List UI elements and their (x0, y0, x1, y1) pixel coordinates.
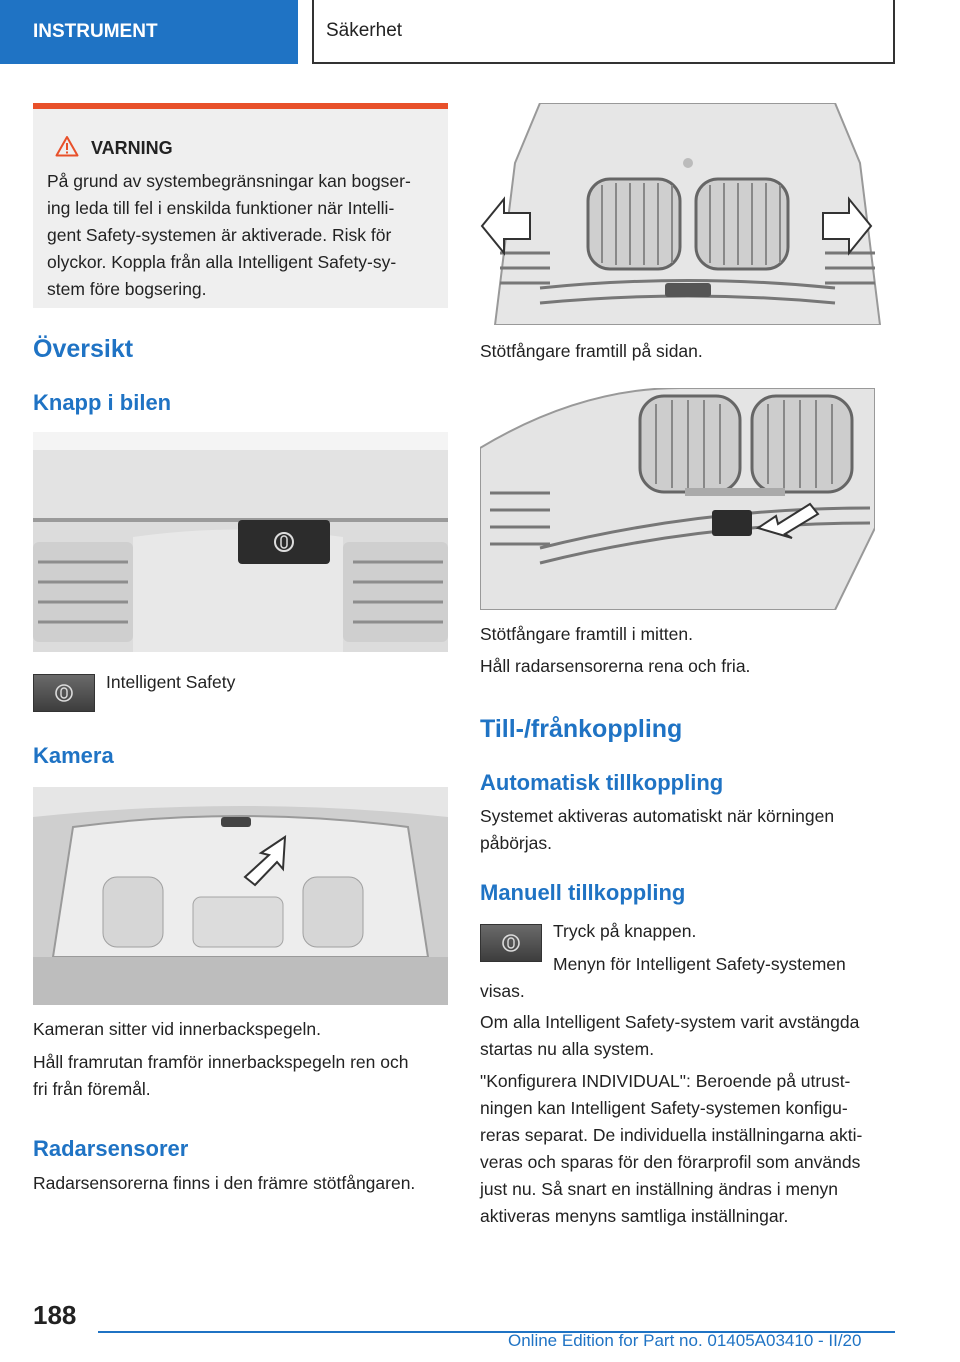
bumper-middle-image (480, 388, 875, 610)
footer-edition: Online Edition for Part no. 01405A03410 - II/20 (508, 1331, 862, 1350)
all-off-text (480, 1009, 859, 1063)
radar-heading: Radarsensorer (33, 1136, 189, 1161)
caption-side: Stötfångare framtill på sidan. (480, 341, 703, 361)
configure-text (480, 1068, 862, 1230)
auto-text-2: påbörjas. (480, 833, 552, 853)
radar-text: Radarsensorerna finns i den främre stötfångaren. (33, 1173, 416, 1193)
menu-text-2: visas. (480, 981, 525, 1001)
chapter-title: Säkerhet (326, 20, 403, 41)
auto-text-1: Systemet aktiveras automatiskt när körningen (480, 806, 835, 826)
text-line: veras och sparas för den förarprofil som används (480, 1152, 861, 1172)
text-line: ningen kan Intelligent Safety-systemen konfigu- (480, 1098, 848, 1118)
camera-heading: Kamera (33, 743, 114, 768)
section-title: INSTRUMENT (33, 21, 158, 42)
warning-title: VARNING (91, 138, 173, 158)
text-line: aktiveras menyns samtliga inställningar. (480, 1206, 789, 1226)
camera-text-2b: fri från föremål. (33, 1079, 151, 1099)
press-text: Tryck på knappen. (553, 921, 697, 941)
section-tab (0, 0, 298, 64)
intelligent-safety-button-icon (480, 924, 542, 962)
warning-line: gent Safety-systemen är aktiverade. Risk för (47, 225, 392, 245)
manual-heading: Manuell tillkoppling (480, 880, 686, 905)
warning-line: olyckor. Koppla från alla Intelligent Safety-sy- (47, 252, 397, 272)
caption-middle: Stötfångare framtill i mitten. (480, 624, 693, 644)
camera-image (33, 787, 448, 1005)
onoff-heading: Till-/frånkoppling (480, 715, 683, 743)
button-heading: Knapp i bilen (33, 390, 172, 415)
chapter-tab (312, 0, 895, 64)
button-caption: Intelligent Safety (106, 672, 236, 692)
text-line: startas nu alla system. (480, 1039, 655, 1059)
keep-clean-text: Håll radarsensorerna rena och fria. (480, 656, 751, 676)
warning-line: ing leda till fel i enskilda funktioner när Intelli- (47, 198, 395, 218)
menu-text-1: Menyn för Intelligent Safety-systemen (553, 954, 846, 974)
warning-line: På grund av systembegränsningar kan bogser- (47, 171, 411, 191)
camera-text-1: Kameran sitter vid innerbackspegeln. (33, 1019, 321, 1039)
warning-text (47, 168, 434, 303)
warning-triangle-icon (55, 135, 79, 162)
warning-header (55, 135, 434, 162)
text-line: just nu. Så snart en inställning ändras i menyn (480, 1179, 838, 1199)
camera-text-2a: Håll framrutan framför innerbackspegeln ren och (33, 1052, 409, 1072)
intelligent-safety-button-icon (33, 674, 95, 712)
overview-heading: Översikt (33, 335, 134, 363)
auto-heading: Automatisk tillkoppling (480, 770, 724, 795)
bumper-side-image (480, 103, 895, 325)
text-line: "Konfigurera INDIVIDUAL": Beroende på utrust- (480, 1071, 851, 1091)
text-line: Om alla Intelligent Safety-system varit avstängda (480, 1012, 860, 1032)
warning-box (33, 103, 448, 308)
dashboard-button-image (33, 432, 448, 652)
text-line: reras separat. De individuella inställningarna akti- (480, 1125, 863, 1145)
page-number: 188 (33, 1300, 77, 1330)
warning-line: stem före bogsering. (47, 279, 207, 299)
